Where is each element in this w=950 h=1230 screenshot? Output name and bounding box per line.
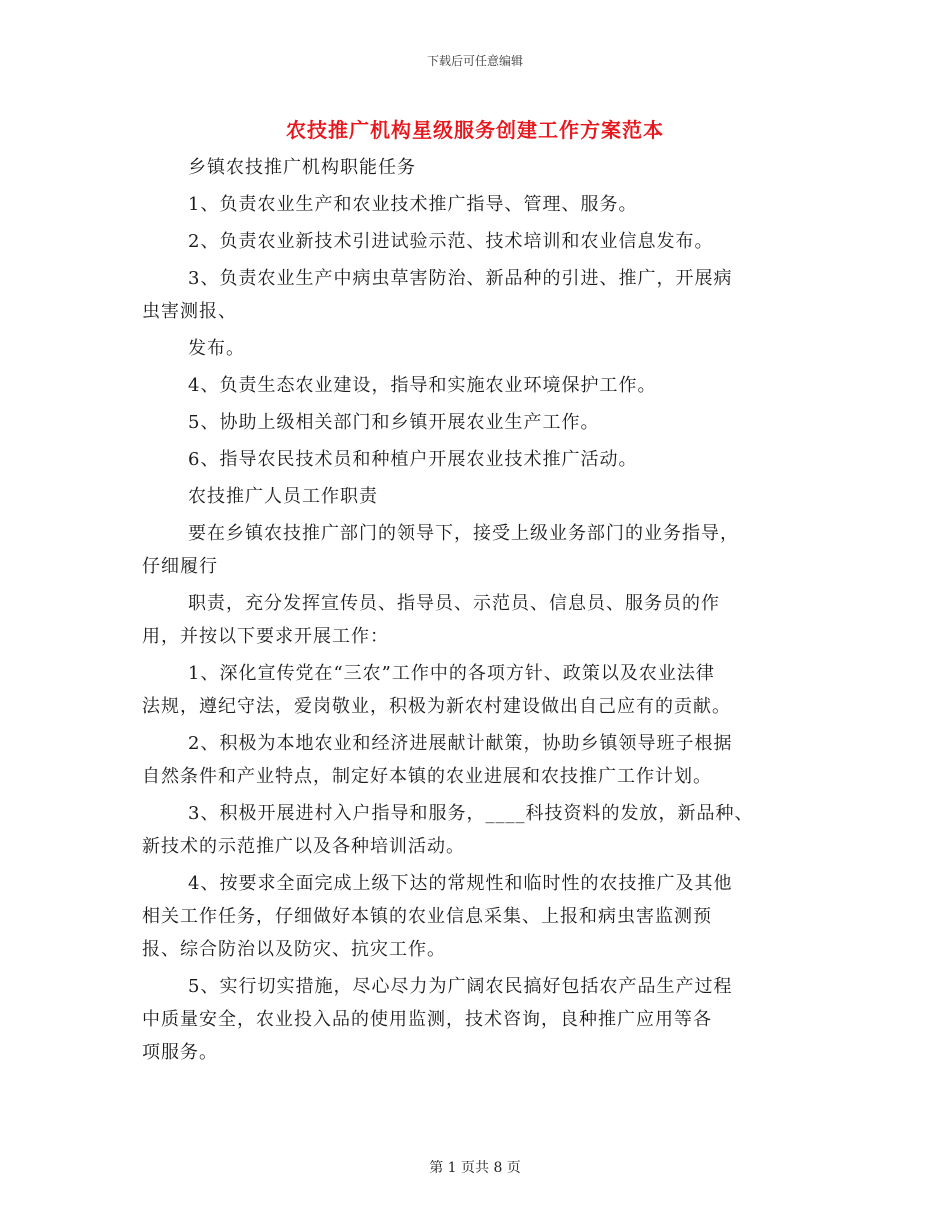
paragraph-line: 要在乡镇农技推广部门的领导下，接受上级业务部门的业务指导， xyxy=(188,523,739,544)
paragraph-line: 3、积极开展进村入户指导和服务，____科技资料的发放，新品种、 xyxy=(188,803,754,824)
paragraph-line: 3、负责农业生产中病虫草害防治、新品种的引进、推广，开展病 xyxy=(188,268,733,289)
paragraph-line: 发布。 xyxy=(188,338,245,359)
paragraph-line: 相关工作任务，仔细做好本镇的农业信息采集、上报和病虫害监测预 xyxy=(142,906,712,927)
paragraph-line: 1、负责农业生产和农业技术推广指导、管理、服务。 xyxy=(188,194,638,215)
paragraph-line: 5、实行切实措施，尽心尽力为广阔农民搞好包括农产品生产过程 xyxy=(188,976,733,997)
paragraph-line: 中质量安全，农业投入品的使用监测，技术咨询，良种推广应用等各 xyxy=(142,1009,712,1030)
paragraph-line: 虫害测报、 xyxy=(142,301,237,322)
document-title: 农技推广机构星级服务创建工作方案范本 xyxy=(286,118,664,142)
paragraph-line: 5、协助上级相关部门和乡镇开展农业生产工作。 xyxy=(188,412,600,433)
paragraph-line: 2、负责农业新技术引进试验示范、技术培训和农业信息发布。 xyxy=(188,231,714,252)
section-heading: 农技推广人员工作职责 xyxy=(188,486,378,507)
section-heading: 乡镇农技推广机构职能任务 xyxy=(188,157,416,178)
paragraph-line: 报、综合防治以及防灾、抗灾工作。 xyxy=(142,939,446,960)
document-body xyxy=(142,152,832,1074)
paragraph-line: 6、指导农民技术员和种植户开展农业技术推广活动。 xyxy=(188,449,638,470)
header-note: 下载后可任意编辑 xyxy=(426,54,523,68)
paragraph-line: 用，并按以下要求开展工作： xyxy=(142,626,389,647)
paragraph-line: 仔细履行 xyxy=(142,556,218,577)
paragraph-line: 4、负责生态农业建设，指导和实施农业环境保护工作。 xyxy=(188,375,657,396)
paragraph-line: 自然条件和产业特点，制定好本镇的农业进展和农技推广工作计划。 xyxy=(142,766,712,787)
paragraph-line: 法规，遵纪守法，爱岗敬业，积极为新农村建设做出自己应有的贡献。 xyxy=(142,696,731,717)
page-footer: 第 1 页共 8 页 xyxy=(429,1160,521,1176)
paragraph-line: 1、深化宣传党在“三农”工作中的各项方针、政策以及农业法律 xyxy=(188,663,715,684)
paragraph-line: 新技术的示范推广以及各种培训活动。 xyxy=(142,836,465,857)
paragraph-line: 项服务。 xyxy=(142,1042,218,1063)
paragraph-line: 职责，充分发挥宣传员、指导员、示范员、信息员、服务员的作 xyxy=(188,593,720,614)
paragraph-line: 2、积极为本地农业和经济进展献计献策，协助乡镇领导班子根据 xyxy=(188,733,733,754)
paragraph-line: 4、按要求全面完成上级下达的常规性和临时性的农技推广及其他 xyxy=(188,873,733,894)
